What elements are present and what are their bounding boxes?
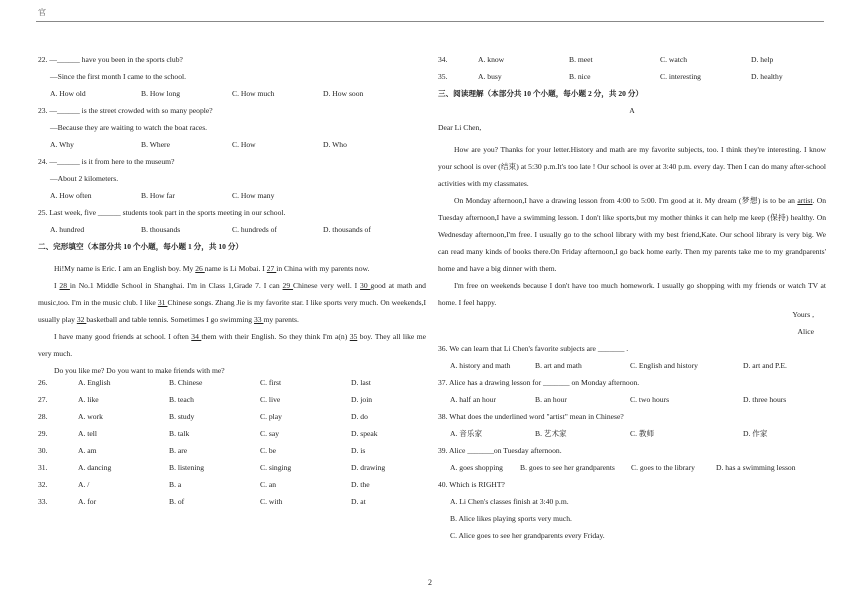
option: A. English — [78, 378, 111, 387]
question-number: 26. — [38, 378, 48, 387]
option: C. English and history — [630, 361, 698, 370]
cloze-paragraph — [38, 260, 426, 277]
header-mark: 官 — [38, 8, 46, 17]
text: boy. They all like me very much. — [38, 332, 426, 358]
option: C. singing — [260, 463, 292, 472]
option: C. live — [260, 395, 281, 404]
question-stem: 22. —______ have you been in the sports club? — [38, 55, 183, 64]
option: A. for — [78, 497, 97, 506]
option-row — [438, 73, 826, 90]
question-reply: —About 2 kilometers. — [50, 174, 119, 183]
text: my parents. — [263, 315, 299, 324]
option: A. am — [78, 446, 97, 455]
option: C. How — [232, 140, 256, 149]
option: B. nice — [569, 72, 591, 81]
question-reply: —Because they are waiting to watch the boat races. — [50, 123, 208, 132]
blank: 32 — [76, 315, 87, 324]
option: A. busy — [478, 72, 502, 81]
option: A. know — [478, 55, 505, 64]
passage-label: A — [629, 106, 635, 115]
option: B. talk — [169, 429, 190, 438]
option: D. has a swimming lesson — [716, 463, 796, 472]
option-row — [38, 430, 426, 447]
option: D. speak — [351, 429, 378, 438]
text: . On Tuesday afternoon,I have a swimming lesson. I don't like sports,but my mother thinks it can help me keep (保持) healthy. On Wednesday afternoon,I'm free. I usually go to the school library with my best friend,Kate. Our school library is very big. We can read many kinds of books there.On Friday afternoon,I go back home early. Then my parents take me to my grandparents' home and have a big dinner with them. — [438, 196, 827, 273]
option-row — [38, 413, 426, 430]
blank: 35 — [349, 332, 358, 341]
page-number: 2 — [428, 578, 432, 587]
question-stem: 40. Which is RIGHT? — [438, 480, 505, 489]
underlined-word: artist — [797, 196, 813, 205]
option-row — [438, 362, 826, 379]
option: D. is — [351, 446, 366, 455]
letter-greeting: Dear Li Chen, — [438, 123, 482, 132]
option: A. history and math — [450, 361, 511, 370]
option: B. How long — [141, 89, 181, 98]
option: C. first — [260, 378, 282, 387]
option-row — [38, 90, 426, 107]
question-number: 30. — [38, 446, 48, 455]
text: Chinese songs. Zhang Jie is my favorite star. I like sports very much. On weekends,I usually play — [38, 298, 427, 324]
option-row — [38, 464, 426, 481]
option: C. interesting — [660, 72, 701, 81]
option: C. say — [260, 429, 279, 438]
text: in No.1 Middle School in Shanghai. I'm in Class 1,Grade 7. I can — [69, 281, 283, 290]
cloze-options — [438, 56, 826, 90]
option: A. goes shopping — [450, 463, 503, 472]
option: A. How old — [50, 89, 86, 98]
cloze-paragraph — [38, 328, 426, 362]
option-row — [438, 56, 826, 73]
option: B. How far — [141, 191, 175, 200]
option: A. dancing — [78, 463, 112, 472]
option: D. at — [351, 497, 366, 506]
option-row — [38, 141, 426, 158]
option: C. two hours — [630, 395, 670, 404]
cloze-paragraph — [38, 277, 426, 328]
left-column — [38, 56, 426, 515]
option-row — [38, 481, 426, 498]
question-stem: 38. What does the underlined word "artist" mean in Chinese? — [438, 412, 624, 421]
option: D. do — [351, 412, 368, 421]
option: B. Where — [141, 140, 170, 149]
question-number: 34. — [438, 55, 448, 64]
option: D. thousands of — [323, 225, 371, 234]
option: B. a — [169, 480, 182, 489]
option: A. How often — [50, 191, 92, 200]
option: A. Li Chen's classes finish at 3:40 p.m. — [450, 497, 569, 506]
text: I have many good friends at school. I often — [54, 332, 192, 341]
cloze-paragraph: Do you like me? Do you want to make friends with me? — [54, 366, 225, 375]
text: basketball and table tennis. Sometimes I go swimming — [86, 315, 254, 324]
question-number: 27. — [38, 395, 48, 404]
option: B. goes to see her grandparents — [520, 463, 615, 472]
question-stem: 36. We can learn that Li Chen's favorite subjects are _______ . — [438, 344, 629, 353]
option: A. half an hour — [450, 395, 496, 404]
option: C. an — [260, 480, 277, 489]
text: in China with my parents now. — [276, 264, 370, 273]
option: B. of — [169, 497, 185, 506]
option: C. goes to the library — [631, 463, 695, 472]
text: On Monday afternoon,I have a drawing lesson from 4:00 to 5:00. I'm good at it. My dream (梦想) is to be an — [454, 196, 798, 205]
question-stem: 37. Alice has a drawing lesson for _______ on Monday afternoon. — [438, 378, 640, 387]
option: C. How much — [232, 89, 275, 98]
blank: 29 — [282, 281, 294, 290]
text: I — [54, 281, 60, 290]
option-row — [438, 430, 826, 447]
option: B. 艺术家 — [535, 429, 567, 438]
option: B. teach — [169, 395, 194, 404]
option: C. with — [260, 497, 283, 506]
section-heading: 三、阅读理解（本部分共 10 个小题，每小题 2 分，共 20 分） — [438, 89, 644, 98]
option: B. art and math — [535, 361, 582, 370]
option: A. / — [78, 480, 90, 489]
option: D. last — [351, 378, 371, 387]
option: C. 教师 — [630, 429, 655, 438]
option: D. How soon — [323, 89, 364, 98]
option-row — [38, 498, 426, 515]
option-row — [438, 464, 826, 481]
right-column — [438, 56, 826, 549]
letter-paragraph — [438, 192, 826, 277]
section-heading: 二、完形填空（本部分共 10 个小题，每小题 1 分，共 10 分） — [38, 242, 244, 251]
option: D. Who — [323, 140, 347, 149]
header-rule — [36, 21, 824, 22]
option: C. watch — [660, 55, 687, 64]
option: A. like — [78, 395, 99, 404]
option: A. 音乐家 — [450, 429, 483, 438]
option: D. drawing — [351, 463, 386, 472]
question-number: 31. — [38, 463, 48, 472]
option: C. How many — [232, 191, 275, 200]
option: B. thousands — [141, 225, 181, 234]
option: C. play — [260, 412, 282, 421]
question-number: 28. — [38, 412, 48, 421]
text: Hi!My name is Eric. I am an English boy. My — [54, 264, 196, 273]
option: A. work — [78, 412, 103, 421]
blank: 33 — [253, 315, 264, 324]
cloze-options — [38, 379, 426, 515]
option: B. Alice likes playing sports very much. — [450, 514, 572, 523]
question-stem: 25. Last week, five ______ students took part in the sports meeting in our school. — [38, 208, 286, 217]
option: D. help — [751, 55, 774, 64]
option: B. are — [169, 446, 188, 455]
option-row — [38, 396, 426, 413]
blank: 26 — [195, 264, 205, 273]
option: D. three hours — [743, 395, 787, 404]
text: name is Li Mobai. I — [204, 264, 267, 273]
option: D. art and P.E. — [743, 361, 787, 370]
option: D. 作家 — [743, 429, 768, 438]
option: B. an hour — [535, 395, 567, 404]
option: B. Chinese — [169, 378, 203, 387]
option: B. study — [169, 412, 195, 421]
option-row — [38, 192, 426, 209]
option-row — [38, 226, 426, 243]
option: C. hundreds of — [232, 225, 277, 234]
blank: 27 — [266, 264, 277, 273]
option: B. meet — [569, 55, 593, 64]
question-stem: 24. —______ is it from here to the museum? — [38, 157, 175, 166]
question-number: 35. — [438, 72, 448, 81]
option: B. listening — [169, 463, 205, 472]
question-number: 32. — [38, 480, 48, 489]
question-stem: 39. Alice _______on Tuesday afternoon. — [438, 446, 562, 455]
option: A. hundred — [50, 225, 85, 234]
option-row — [38, 379, 426, 396]
text: them with their English. So they think I'm a(n) — [201, 332, 350, 341]
option: D. healthy — [751, 72, 783, 81]
question-number: 29. — [38, 429, 48, 438]
blank: 34 — [191, 332, 202, 341]
option-row — [38, 447, 426, 464]
letter-paragraph: I'm free on weekends because I don't have too much homework. I usually go shopping with my friends or watch TV at home. I feel happy. — [438, 281, 826, 307]
option: D. join — [351, 395, 373, 404]
option: C. Alice goes to see her grandparents every Friday. — [450, 531, 605, 540]
letter-closing: Yours , — [792, 310, 814, 319]
question-number: 33. — [38, 497, 48, 506]
blank: 30 — [360, 281, 371, 290]
option-row — [438, 396, 826, 413]
blank: 28 — [59, 281, 70, 290]
text: good at math and music,too. I'm in the music club. I like — [38, 281, 426, 307]
letter-paragraph: How are you? Thanks for your letter.History and math are my favorite subjects, too. I think they're interesting. I know your school is over (结束) at 5:30 p.m.It's too late ! Our school is over at 3:40 p.m. every day. Then I can do many after-school activities with my classmates. — [438, 145, 826, 188]
option: A. tell — [78, 429, 97, 438]
option: D. the — [351, 480, 370, 489]
letter-signature: Alice — [797, 327, 814, 336]
question-stem: 23. —______ is the street crowded with so many people? — [38, 106, 213, 115]
option: C. be — [260, 446, 277, 455]
option: A. Why — [50, 140, 74, 149]
text: Chinese very well. I — [293, 281, 361, 290]
blank: 31 — [157, 298, 168, 307]
question-reply: —Since the first month I came to the school. — [50, 72, 187, 81]
